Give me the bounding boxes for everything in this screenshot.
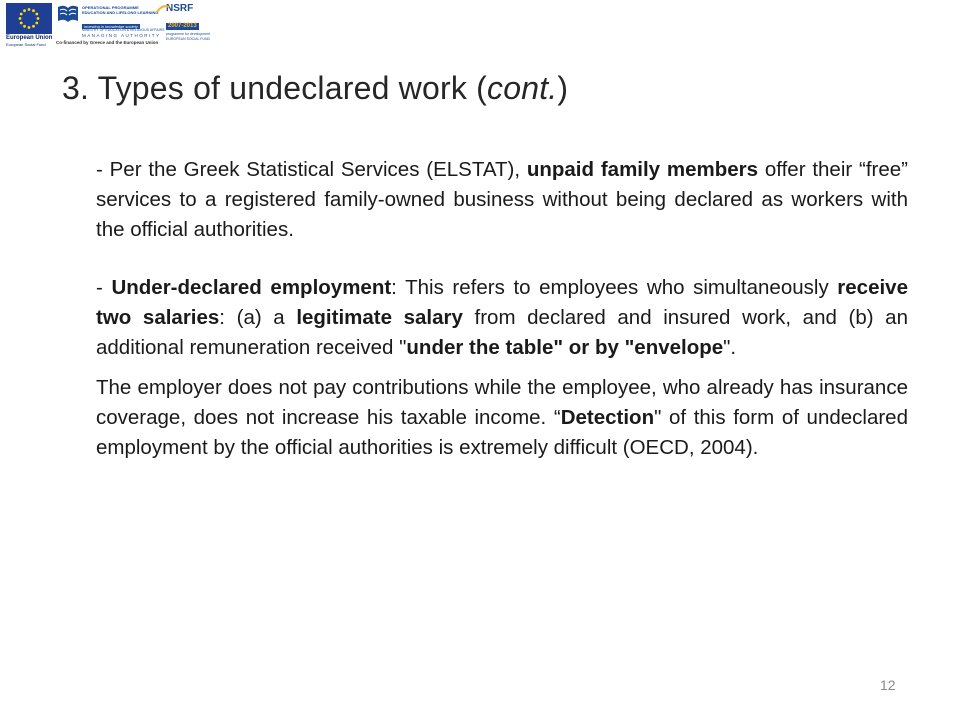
eu-logo-text: European Union xyxy=(6,35,53,41)
p2-bold-4: under the table" or by "envelope xyxy=(406,336,724,359)
op-logo-tagline: investing in knowledge society xyxy=(84,24,138,29)
p1-text-1: - Per the Greek Statistical Services (ELSTAT), xyxy=(96,158,527,181)
nsrf-title: NSRF xyxy=(166,3,194,14)
logo-bar xyxy=(0,0,230,50)
title-main: 3. Types of undeclared work ( xyxy=(62,70,487,106)
op-ministry: MINISTRY OF EDUCATION & RELIGIOUS AFFAIRS xyxy=(82,28,165,32)
nsrf-years: 2007-2013 xyxy=(168,23,197,29)
p2-text-5: ". xyxy=(723,336,737,359)
nsrf-subtitle: programme for development xyxy=(166,32,210,36)
p2-bold-1: Under-declared employment xyxy=(111,276,392,299)
book-icon xyxy=(56,3,80,25)
p2-text-3: : (a) a xyxy=(219,306,297,329)
op-logo-line-1: OPERATIONAL PROGRAMME xyxy=(82,5,139,10)
slide-title xyxy=(62,70,568,107)
p2-text-1: - xyxy=(96,276,112,299)
p2-text-2: : This refers to employees who simultaneously xyxy=(391,276,838,299)
p2-bold-3: legitimate salary xyxy=(296,306,463,329)
paragraph-employer-contributions xyxy=(96,373,908,463)
nsrf-logo xyxy=(166,3,222,47)
cofinanced-text: Co-financed by Greece and the European Union xyxy=(56,40,159,45)
eu-logo xyxy=(6,3,52,47)
eu-flag-icon xyxy=(6,3,52,34)
p3-text-2: " of this form of undeclared employment by the official authorities is extremely difficult (OECD, 2004). xyxy=(96,406,908,459)
p3-text-1: The employer does not pay contributions while the employee, who already has insurance coverage, does not increase his taxable income. “ xyxy=(96,376,908,429)
paragraph-unpaid-family-members xyxy=(96,155,908,245)
op-managing-authority: MANAGING AUTHORITY xyxy=(82,33,161,38)
op-logo-line-2: EDUCATION AND LIFELONG LEARNING xyxy=(82,10,159,15)
p1-bold-1: unpaid family members xyxy=(526,158,759,181)
paragraph-under-declared-employment xyxy=(96,273,908,363)
p2-bold-2: receive two salaries xyxy=(96,276,908,329)
p1-text-2: offer their “free” services to a registered family-owned business without being declared as workers with the official authorities. xyxy=(96,158,909,241)
nsrf-subtitle-2: EUROPEAN SOCIAL FUND xyxy=(166,37,211,41)
p2-text-4: from declared and insured work, and (b) an additional remuneration received " xyxy=(96,306,908,359)
eu-logo-subtext: European Social Fund xyxy=(6,42,46,47)
title-italic: cont. xyxy=(487,70,558,106)
p3-bold-1: Detection xyxy=(560,406,655,429)
nsrf-swoosh-icon xyxy=(156,4,170,14)
page-number: 12 xyxy=(880,677,896,693)
title-end: ) xyxy=(557,70,569,106)
slide-content xyxy=(96,155,908,463)
